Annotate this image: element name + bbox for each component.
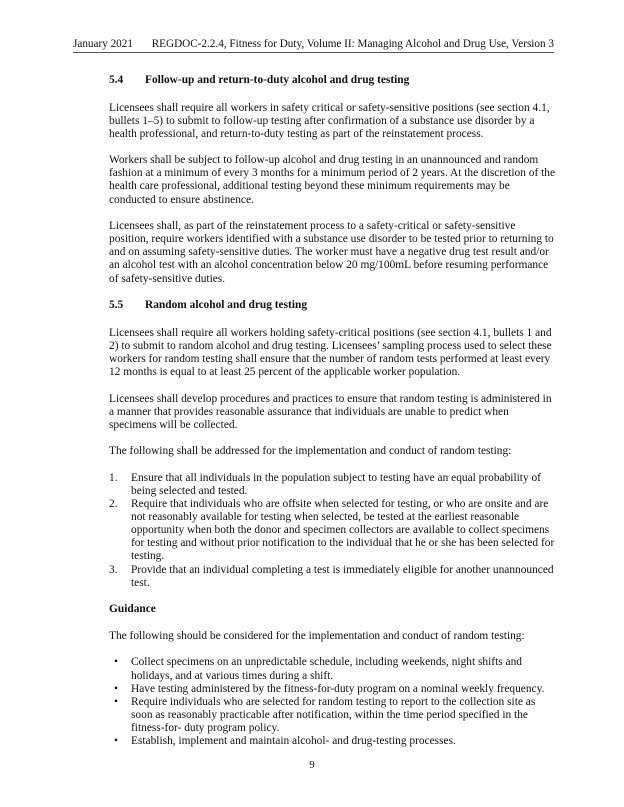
list-item [109, 498, 557, 563]
list-item [109, 564, 557, 590]
header-document-title: REGDOC-2.2.4, Fitness for Duty, Volume II: Managing Alcohol and Drug Use, Version 3 [151, 38, 554, 50]
guidance-bullet-list [109, 656, 557, 748]
list-item [109, 656, 557, 682]
section-heading-5-4 [109, 74, 557, 88]
section-number: 5.5 [109, 299, 124, 312]
section-heading-5-5 [109, 299, 557, 313]
bullet-icon: • [114, 695, 118, 708]
list-item-text: Require individuals who are selected for random testing to report to the collection site as soon as reasonably practicable after notification, within the time period specified in the fitness-for- duty program policy. [131, 695, 536, 734]
section-number: 5.4 [109, 74, 124, 86]
list-number: 1. [109, 471, 118, 484]
section-title: Follow-up and return-to-duty alcohol and drug testing [145, 74, 410, 86]
list-item [109, 683, 557, 696]
page-header [73, 38, 554, 53]
list-item-text: Provide that an individual completing a test is immediately eligible for another unannounced test. [131, 563, 554, 589]
page-number: 9 [309, 759, 315, 771]
paragraph: Workers shall be subject to follow-up alcohol and drug testing in an unannounced and random fashion at a minimum of every 3 months for a minimum period of 2 years. At the discretion of the health care professional, additional testing beyond these minimum requirements may be conducted to ensure abstinence. [109, 154, 556, 206]
page-body [109, 74, 557, 748]
bullet-icon: • [114, 682, 118, 695]
bullet-icon: • [114, 656, 118, 669]
list-item-text: Establish, implement and maintain alcohol- and drug-testing processes. [131, 734, 456, 747]
paragraph: Licensees shall, as part of the reinstatement process to a safety-critical or safety-sensitive position, require workers identified with a substance use disorder to be tested prior to returning to and on assuming safety-sensitive duties. The worker must have a negative drug test result and/or an alcohol test with an alcohol concentration below 20 mg/100mL before resuming performance of safety-sensitive duties. [109, 220, 554, 285]
list-item-text: Collect specimens on an unpredictable schedule, including weekends, night shifts and holidays, and at various times during a shift. [131, 656, 522, 682]
bullet-icon: • [114, 734, 118, 747]
section-title: Random alcohol and drug testing [145, 299, 308, 312]
list-number: 3. [109, 563, 118, 576]
list-item [109, 735, 557, 748]
list-item [109, 472, 557, 498]
list-item-text: Require that individuals who are offsite when selected for testing, or who are onsite and are not reasonably available for testing when selected, be tested at the earliest reasonable opportunity when both the donor and specimen collectors are available to collect specimens for testing and without prior notification to the individual that he or she has been selected for testing. [131, 498, 555, 563]
paragraph: Licensees shall require all workers holding safety-critical positions (see section 4.1, bullets 1 and 2) to submit to random alcohol and drug testing. Licensees’ sampling process used to select these workers for random testing shall ensure that the number of random tests performed at least every 12 months is equal to at least 25 percent of the applicable worker population. [109, 326, 552, 378]
header-date: January 2021 [73, 38, 133, 50]
paragraph: Licensees shall require all workers in safety critical or safety-sensitive positions (see section 4.1, bullets 1–5) to submit to follow-up testing after confirmation of a substance use disorder by a health professional, and return-to-duty testing as part of the reinstatement process. [109, 101, 550, 140]
paragraph: The following shall be addressed for the implementation and conduct of random testing: [109, 445, 512, 458]
guidance-intro: The following should be considered for the implementation and conduct of random testing: [109, 629, 525, 642]
list-number: 2. [109, 498, 118, 511]
list-item-text: Have testing administered by the fitness-for-duty program on a nominal weekly frequency. [131, 682, 545, 695]
paragraph: Licensees shall develop procedures and practices to ensure that random testing is administered in a manner that provides reasonable assurance that individuals are unable to predict when specimens will be collected. [109, 392, 552, 431]
list-item-text: Ensure that all individuals in the population subject to testing have an equal probability of being selected and tested. [131, 471, 541, 497]
guidance-heading: Guidance [109, 603, 156, 616]
list-item [109, 696, 557, 735]
numbered-list [109, 472, 557, 590]
